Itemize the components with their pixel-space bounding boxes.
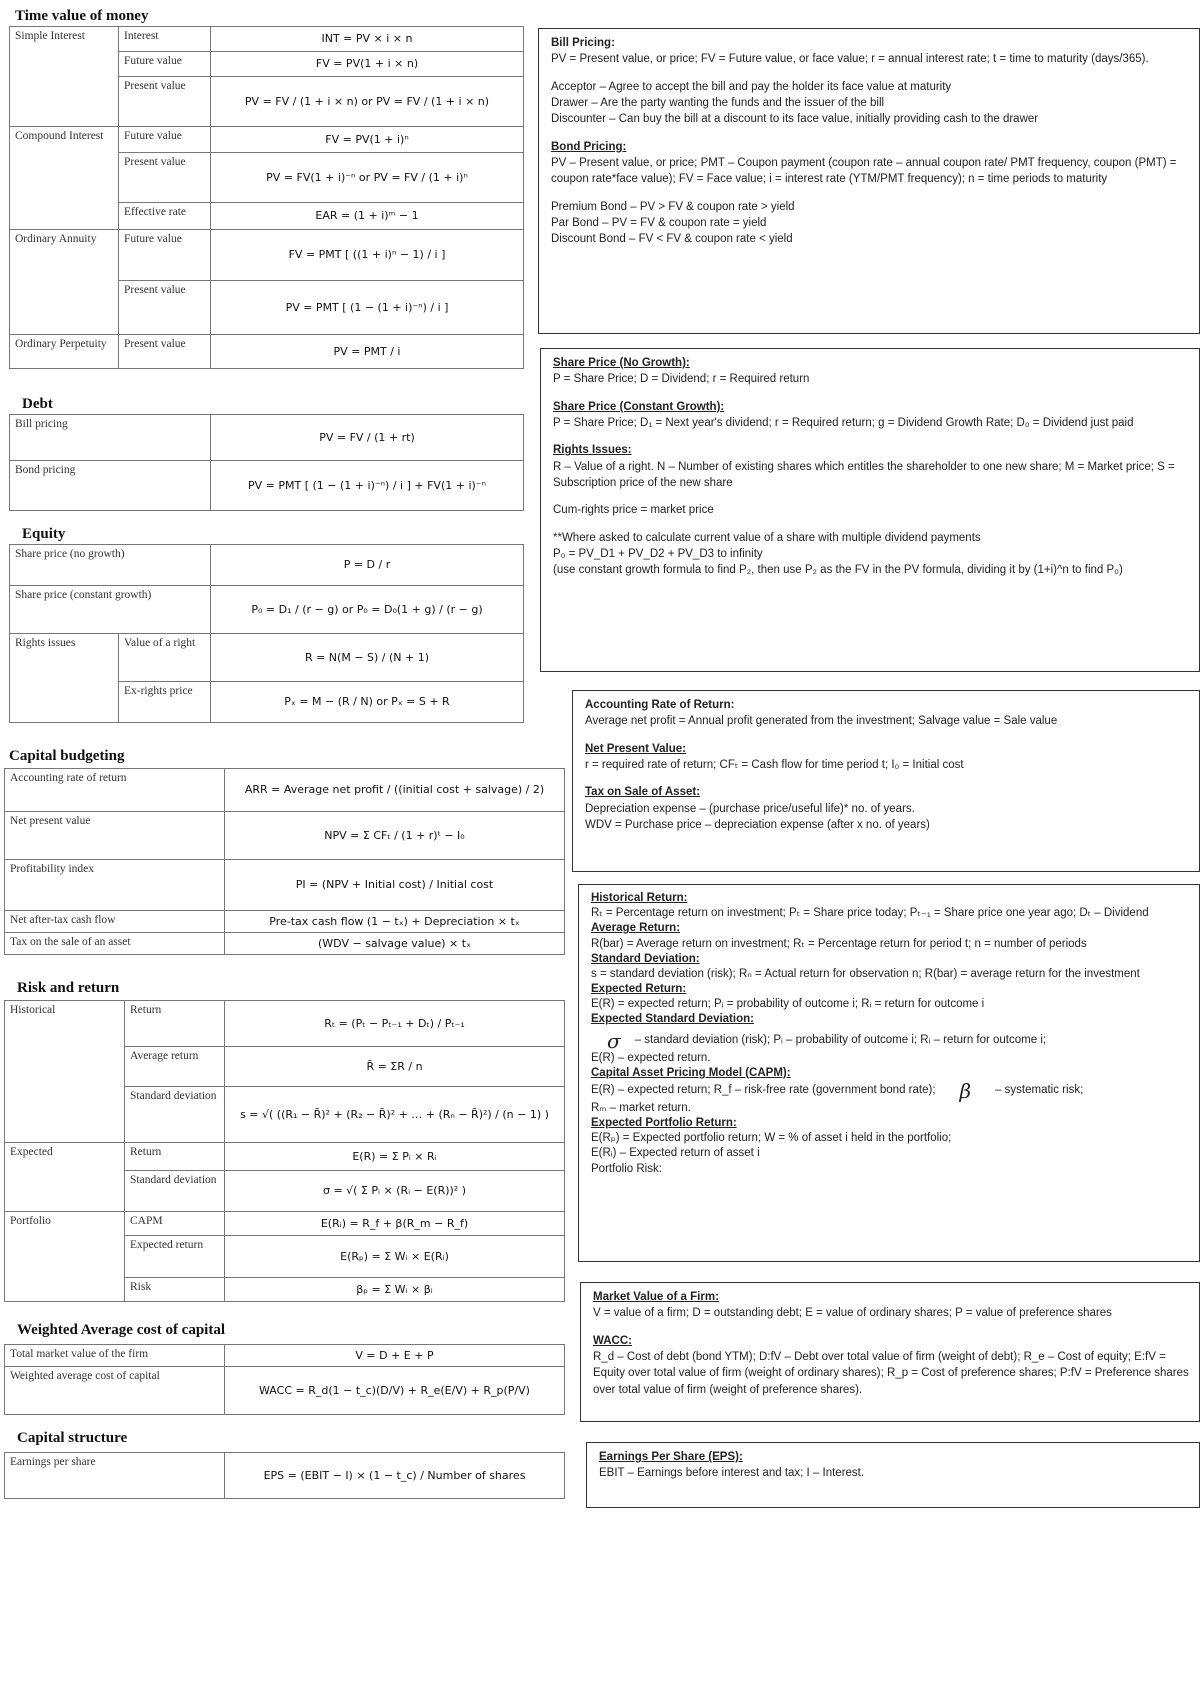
section-title-capital-structure: Capital structure [17,1430,128,1446]
capm-heading: Capital Asset Pricing Model (CAPM): [591,1066,791,1079]
capital-budgeting-box [572,690,1200,872]
multi-dividend-formula: P₀ = PV_D1 + PV_D2 + PV_D3 to infinity [553,547,763,560]
row-sublabel: Future value [119,230,211,281]
row-sublabel: Present value [119,335,211,369]
portfolio-risk-text: Portfolio Risk: [591,1162,662,1175]
table-row [5,911,565,933]
formula: R̄ = ΣR / n [225,1047,565,1087]
share-cg-text: P = Share Price; D₁ = Next year's dividend; r = Required return; g = Dividend Growth Rate; D₀ = Dividend just paid [553,416,1134,429]
er-text: E(R) = expected return; Pᵢ = probability of outcome i; Rᵢ = return for outcome i [591,998,985,1011]
rights-text: R – Value of a right. N – Number of existing shares which entitles the shareholder to one new share; M = Market price; S = Subscription price of the new share [553,460,1175,489]
table-row [10,230,524,281]
multi-dividend-note: (use constant growth formula to find P₂, then use P₂ as the FV in the PV formula, dividing it by (1+i)^n to find P₀) [553,564,1123,577]
capital-structure-table [4,1452,565,1499]
row-sublabel: Present value [119,281,211,335]
row-label: Bond pricing [10,461,211,511]
bond-heading: Bond Pricing: [551,140,627,153]
epr-heading: Expected Portfolio Return: [591,1117,737,1130]
discounter-text: Discounter – Can buy the bill at a discount to its face value, initially providing cash to the drawer [551,113,1039,126]
arr-heading: Accounting Rate of Return: [585,699,735,711]
row-sublabel: Expected return [125,1236,225,1278]
row-label: Weighted average cost of capital [5,1367,225,1415]
beta-symbol: β [959,1078,972,1103]
sigma-symbol: σ [607,1028,621,1053]
avg-heading: Average Return: [591,922,681,935]
capm-text-2: – systematic risk; [995,1084,1084,1097]
epr-text-2: E(Rᵢ) – Expected return of asset i [591,1147,760,1160]
formula: s = √( ((R₁ − R̄)² + (R₂ − R̄)² + … + (Rₙ − R̄)²) / (n − 1) ) [225,1087,565,1143]
row-sublabel: Future value [119,127,211,153]
section-title-wacc: Weighted Average cost of capital [17,1322,226,1338]
formula: PV = FV / (1 + i × n) or PV = FV / (1 + i × n) [211,77,524,127]
esd-text-2: E(R) – expected return. [591,1051,711,1064]
row-sublabel: Standard deviation [125,1087,225,1143]
row-sublabel: Future value [119,52,211,77]
share-cg-heading: Share Price (Constant Growth): [553,400,725,413]
row-sublabel: Interest [119,27,211,52]
arr-text: Average net profit = Annual profit generated from the investment; Salvage value = Sale value [585,715,1058,728]
risk-return-table [4,1000,565,1302]
table-row [10,127,524,153]
table-row [5,1001,565,1047]
table-row [5,1367,565,1415]
hist-text: Rₜ = Percentage return on investment; Pₜ = Share price today; Pₜ₋₁ = Share price one year ago; Dₜ – Dividend [591,907,1149,920]
formula: E(Rᵢ) = R_f + β(R_m − R_f) [225,1212,565,1236]
row-label: Profitability index [5,860,225,911]
row-label: Rights issues [10,634,119,723]
table-row [10,335,524,369]
equity-table [9,544,524,723]
avg-text: R(bar) = Average return on investment; Rₜ = Percentage return for period t; n = number of periods [591,937,1087,950]
sd-heading: Standard Deviation: [591,952,700,965]
share-ng-text: P = Share Price; D = Dividend; r = Required return [553,373,810,386]
capm-line [591,1078,1189,1103]
esd-line [591,1028,1189,1051]
formula: PV = PMT [ (1 − (1 + i)⁻ⁿ) / i ] + FV(1 + i)⁻ⁿ [211,461,524,511]
formula: FV = PV(1 + i × n) [211,52,524,77]
wacc-heading: WACC: [593,1334,632,1347]
esd-text: – standard deviation (risk); Pᵢ – probability of outcome i; Rᵢ – return for outcome i; [634,1033,1047,1046]
formula: R = N(M − S) / (N + 1) [211,634,524,682]
row-label: Tax on the sale of an asset [5,933,225,955]
row-sublabel: Present value [119,153,211,203]
bill-text: PV = Present value, or price; FV = Future value, or face value; r = annual interest rate; t = time to maturity (days/365). [551,53,1149,66]
formula: PV = FV(1 + i)⁻ⁿ or PV = FV / (1 + i)ⁿ [211,153,524,203]
mv-heading: Market Value of a Firm: [593,1291,719,1303]
formula: σ = √( Σ Pᵢ × (Rᵢ − E(R))² ) [225,1171,565,1212]
row-label: Portfolio [5,1212,125,1302]
section-title-time-value-of-money: Time value of money [15,8,149,24]
table-row [5,933,565,955]
eps-text: EBIT – Earnings before interest and tax; I – Interest. [599,1467,865,1480]
wacc-box [580,1282,1200,1422]
row-sublabel: Return [125,1143,225,1171]
tax-heading: Tax on Sale of Asset: [585,786,701,799]
tax-text-2: WDV = Purchase price – depreciation expense (after x no. of years) [585,818,930,831]
capm-text: E(R) – expected return; R_f – risk-free rate (government bond rate); [591,1084,936,1097]
section-title-debt: Debt [22,396,53,412]
eps-heading: Earnings Per Share (EPS): [599,1451,743,1463]
row-label: Compound Interest [10,127,119,230]
formula: βₚ = Σ Wᵢ × βᵢ [225,1278,565,1302]
formula: E(Rₚ) = Σ Wᵢ × E(Rᵢ) [225,1236,565,1278]
hist-heading: Historical Return: [591,892,688,904]
premium-bond-text: Premium Bond – PV > FV & coupon rate > yield [551,200,795,213]
row-label: Ordinary Perpetuity [10,335,119,369]
npv-text: r = required rate of return; CFₜ = Cash flow for time period t; I₀ = Initial cost [585,758,964,771]
share-price-box [540,348,1200,672]
section-title-risk-and-return: Risk and return [17,980,120,996]
row-sublabel: Effective rate [119,203,211,230]
row-label: Historical [5,1001,125,1143]
formula: P₀ = D₁ / (r − g) or P₀ = D₀(1 + g) / (r − g) [211,586,524,634]
row-label: Simple Interest [10,27,119,127]
row-label: Expected [5,1143,125,1212]
esd-heading: Expected Standard Deviation: [591,1013,754,1026]
row-label: Share price (constant growth) [10,586,211,634]
discount-bond-text: Discount Bond – FV < FV & coupon rate < yield [551,233,793,246]
formula: Pₓ = M − (R / N) or Pₓ = S + R [211,682,524,723]
row-label: Net after-tax cash flow [5,911,225,933]
formula: INT = PV × i × n [211,27,524,52]
row-sublabel: Standard deviation [125,1171,225,1212]
table-row [10,586,524,634]
formula: FV = PV(1 + i)ⁿ [211,127,524,153]
row-sublabel: Average return [125,1047,225,1087]
tvm-table [9,26,524,369]
table-row [5,1453,565,1499]
formula: V = D + E + P [225,1345,565,1367]
bill-heading: Bill Pricing: [551,37,615,49]
cum-rights-text: Cum-rights price = market price [553,504,714,517]
row-sublabel: Present value [119,77,211,127]
par-bond-text: Par Bond – PV = FV & coupon rate = yield [551,216,767,229]
capital-budgeting-table [4,768,565,955]
formula: FV = PMT [ ((1 + i)ⁿ − 1) / i ] [211,230,524,281]
formula: P = D / r [211,545,524,586]
formula: NPV = Σ CFₜ / (1 + r)ᵗ − I₀ [225,812,565,860]
formula: PV = PMT / i [211,335,524,369]
risk-return-box [578,884,1200,1262]
row-sublabel: Ex-rights price [119,682,211,723]
wacc-table [4,1344,565,1415]
row-sublabel: CAPM [125,1212,225,1236]
formula: ARR = Average net profit / ((initial cost + salvage) / 2) [225,769,565,812]
formula: PV = FV / (1 + rt) [211,415,524,461]
table-row [5,860,565,911]
table-row [5,812,565,860]
table-row [10,634,524,682]
row-label: Earnings per share [5,1453,225,1499]
npv-heading: Net Present Value: [585,742,686,755]
formula: EPS = (EBIT − I) × (1 − t_c) / Number of shares [225,1453,565,1499]
share-ng-heading: Share Price (No Growth): [553,357,690,369]
row-sublabel: Value of a right [119,634,211,682]
table-row [5,1212,565,1236]
table-row [10,461,524,511]
formula: PV = PMT [ (1 − (1 + i)⁻ⁿ) / i ] [211,281,524,335]
row-label: Accounting rate of return [5,769,225,812]
formula: EAR = (1 + i)ᵐ − 1 [211,203,524,230]
table-row [5,769,565,812]
rights-heading: Rights Issues: [553,444,632,457]
row-label: Net present value [5,812,225,860]
sd-text: s = standard deviation (risk); Rₙ = Actual return for observation n; R(bar) = average return for the investment [591,967,1140,980]
formula: (WDV − salvage value) × tₓ [225,933,565,955]
row-label: Ordinary Annuity [10,230,119,335]
formula: WACC = R_d(1 − t_c)(D/V) + R_e(E/V) + R_p(P/V) [225,1367,565,1415]
table-row [5,1345,565,1367]
formula: Pre-tax cash flow (1 − tₓ) + Depreciation × tₓ [225,911,565,933]
row-label: Bill pricing [10,415,211,461]
wacc-text: R_d – Cost of debt (bond YTM); D:fV – Debt over total value of firm (weight of debt); R_e – Cost of equity; E:fV = Equity over total value of firm (weight of ordinary shares); R_p = Cost of preference shares; P:fV = Preference shares over total value of firm (weight of preference shares). [593,1350,1189,1396]
epr-text-1: E(Rₚ) = Expected portfolio return; W = % of asset i held in the portfolio; [591,1132,952,1145]
table-row [10,27,524,52]
bond-text: PV – Present value, or price; PMT – Coupon payment (coupon rate – annual coupon rate/ PMT frequency, coupon (PMT) = coupon rate*face value); FV = Face value; i = interest rate (YTM/PMT frequency); n = time periods to maturity [551,156,1177,186]
row-label: Share price (no growth) [10,545,211,586]
debt-table [9,414,524,511]
capm-text-3: Rₘ – market return. [591,1101,691,1114]
formula: Rₜ = (Pₜ − Pₜ₋₁ + Dₜ) / Pₜ₋₁ [225,1001,565,1047]
eps-box [586,1442,1200,1508]
row-label: Total market value of the firm [5,1345,225,1367]
table-row [5,1143,565,1171]
row-sublabel: Return [125,1001,225,1047]
acceptor-text: Acceptor – Agree to accept the bill and pay the holder its face value at maturity [551,80,952,93]
table-row [10,545,524,586]
row-sublabel: Risk [125,1278,225,1302]
tax-text-1: Depreciation expense – (purchase price/useful life)* no. of years. [585,802,915,815]
section-title-capital-budgeting: Capital budgeting [9,748,125,764]
section-title-equity: Equity [22,526,66,542]
table-row [10,415,524,461]
mv-text: V = value of a firm; D = outstanding debt; E = value of ordinary shares; P = value of preference shares [593,1307,1112,1320]
drawer-text: Drawer – Are the party wanting the funds and the issuer of the bill [551,96,885,109]
er-heading: Expected Return: [591,983,687,996]
bill-bond-box [538,28,1200,334]
formula: E(R) = Σ Pᵢ × Rᵢ [225,1143,565,1171]
formula: PI = (NPV + Initial cost) / Initial cost [225,860,565,911]
multi-dividend-text: **Where asked to calculate current value of a share with multiple dividend payments [553,531,981,544]
